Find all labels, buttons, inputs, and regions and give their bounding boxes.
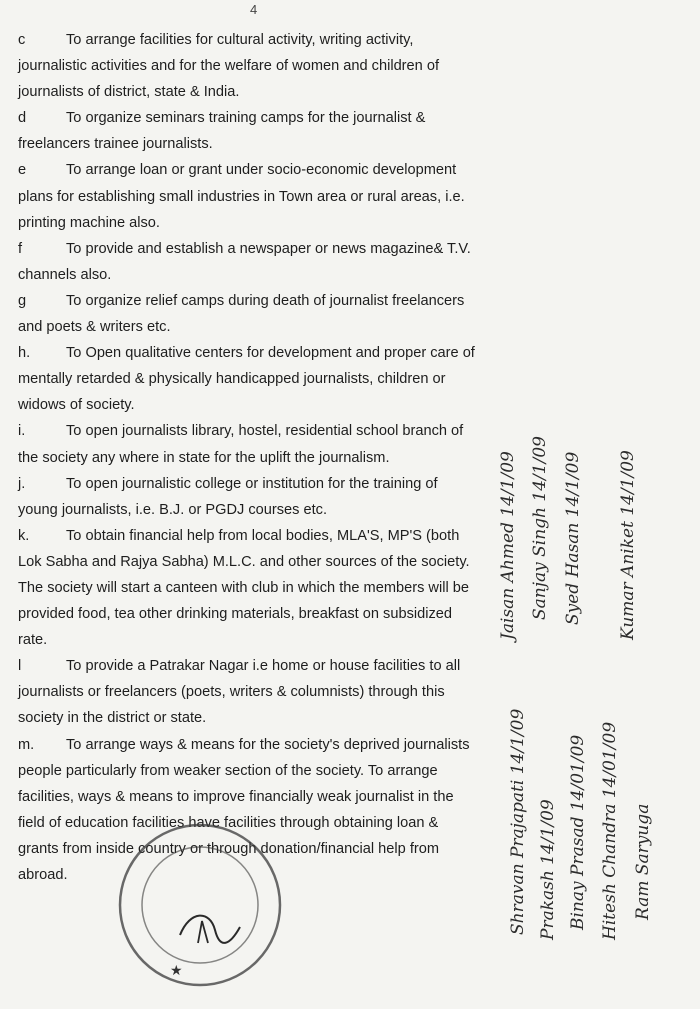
clause-h: [18, 340, 480, 418]
objectives-list: [18, 27, 480, 888]
clause-letter: k.: [18, 527, 30, 544]
signature: Shravan Prajapati 14/1/09: [508, 708, 528, 935]
signature: Prakash 14/1/09: [538, 799, 558, 940]
signatures-area: [468, 370, 700, 670]
clause-d: [18, 105, 480, 157]
clause-text: To provide a Patrakar Nagar i.e home or house facilities to all journalists or freelancers (poets, writers & columnists) through this society in the district or state.: [18, 658, 461, 727]
clause-text: To Open qualitative centers for development and proper care of mentally retarded & physically handicapped journalists, children or widows of society.: [18, 345, 475, 414]
clause-letter: d: [18, 110, 27, 127]
clause-e: [18, 157, 480, 235]
svg-text:★: ★: [170, 963, 183, 979]
clause-text: To open journalists library, hostel, residential school branch of the society any where in state for the uplift the journalism.: [18, 423, 464, 466]
clause-letter: e: [18, 162, 27, 179]
clause-text: To obtain financial help from local bodies, MLA'S, MP'S (both Lok Sabha and Rajya Sabha) M.L.C. and other sources of the society. The society will start a canteen with club in which the members will be provided food, tea other drinking materials, breakfast on subsidized rate.: [18, 527, 470, 649]
clause-text: To organize seminars training camps for the journalist & freelancers trainee journalists.: [18, 110, 426, 153]
clause-letter: c: [18, 32, 26, 48]
clause-letter: h.: [18, 345, 31, 362]
signature: Sanjay Singh 14/1/09: [530, 436, 550, 620]
signature: Kumar Aniket 14/1/09: [618, 450, 638, 640]
signature: Syed Hasan 14/1/09: [563, 451, 583, 625]
clause-text: To arrange loan or grant under socio-economic development plans for establishing small industries in Town area or rural areas, i.e. printing machine also.: [18, 162, 465, 231]
signature: Binay Prasad 14/01/09: [568, 734, 588, 930]
clause-text: To arrange facilities for cultural activity, writing activity, journalistic activities and for the welfare of women and children of journalists of district, state & India.: [18, 32, 440, 101]
signature: Jaisan Ahmed 14/1/09: [498, 451, 518, 640]
signatures-area-lower: [468, 700, 700, 960]
page-number: 4: [250, 2, 258, 17]
clause-j: [18, 471, 480, 523]
clause-text: To arrange ways & means for the society's deprived journalists people particularly from weaker section of the society. To arrange facilities, ways & means to improve financially weak journalist in the field of education facilities have facilities through obtaining loan & grants from inside country or through donation/financial help from abroad.: [18, 736, 470, 883]
stamp-seal-icon: [110, 815, 290, 995]
clause-f: [18, 236, 480, 288]
clause-k: [18, 523, 480, 653]
clause-letter: g: [18, 292, 27, 309]
clause-letter: m.: [18, 736, 35, 753]
clause-text: To provide and establish a newspaper or news magazine& T.V. channels also.: [18, 240, 471, 283]
signature: Hitesh Chandra 14/01/09: [600, 721, 620, 940]
clause-g: [18, 288, 480, 340]
clause-c: [18, 27, 480, 105]
clause-letter: l: [18, 658, 22, 675]
clause-text: To open journalistic college or institution for the training of young journalists, i.e. B.J. or PGDJ courses etc.: [18, 475, 438, 518]
clause-letter: f: [18, 240, 23, 257]
clause-l: [18, 653, 480, 731]
society-stamp: [110, 815, 290, 995]
clause-i: [18, 418, 480, 470]
clause-letter: j.: [18, 475, 26, 492]
signature: Ram Saryuga: [633, 803, 653, 920]
clause-text: To organize relief camps during death of journalist freelancers and poets & writers etc.: [18, 292, 465, 336]
clause-letter: i.: [18, 423, 26, 440]
